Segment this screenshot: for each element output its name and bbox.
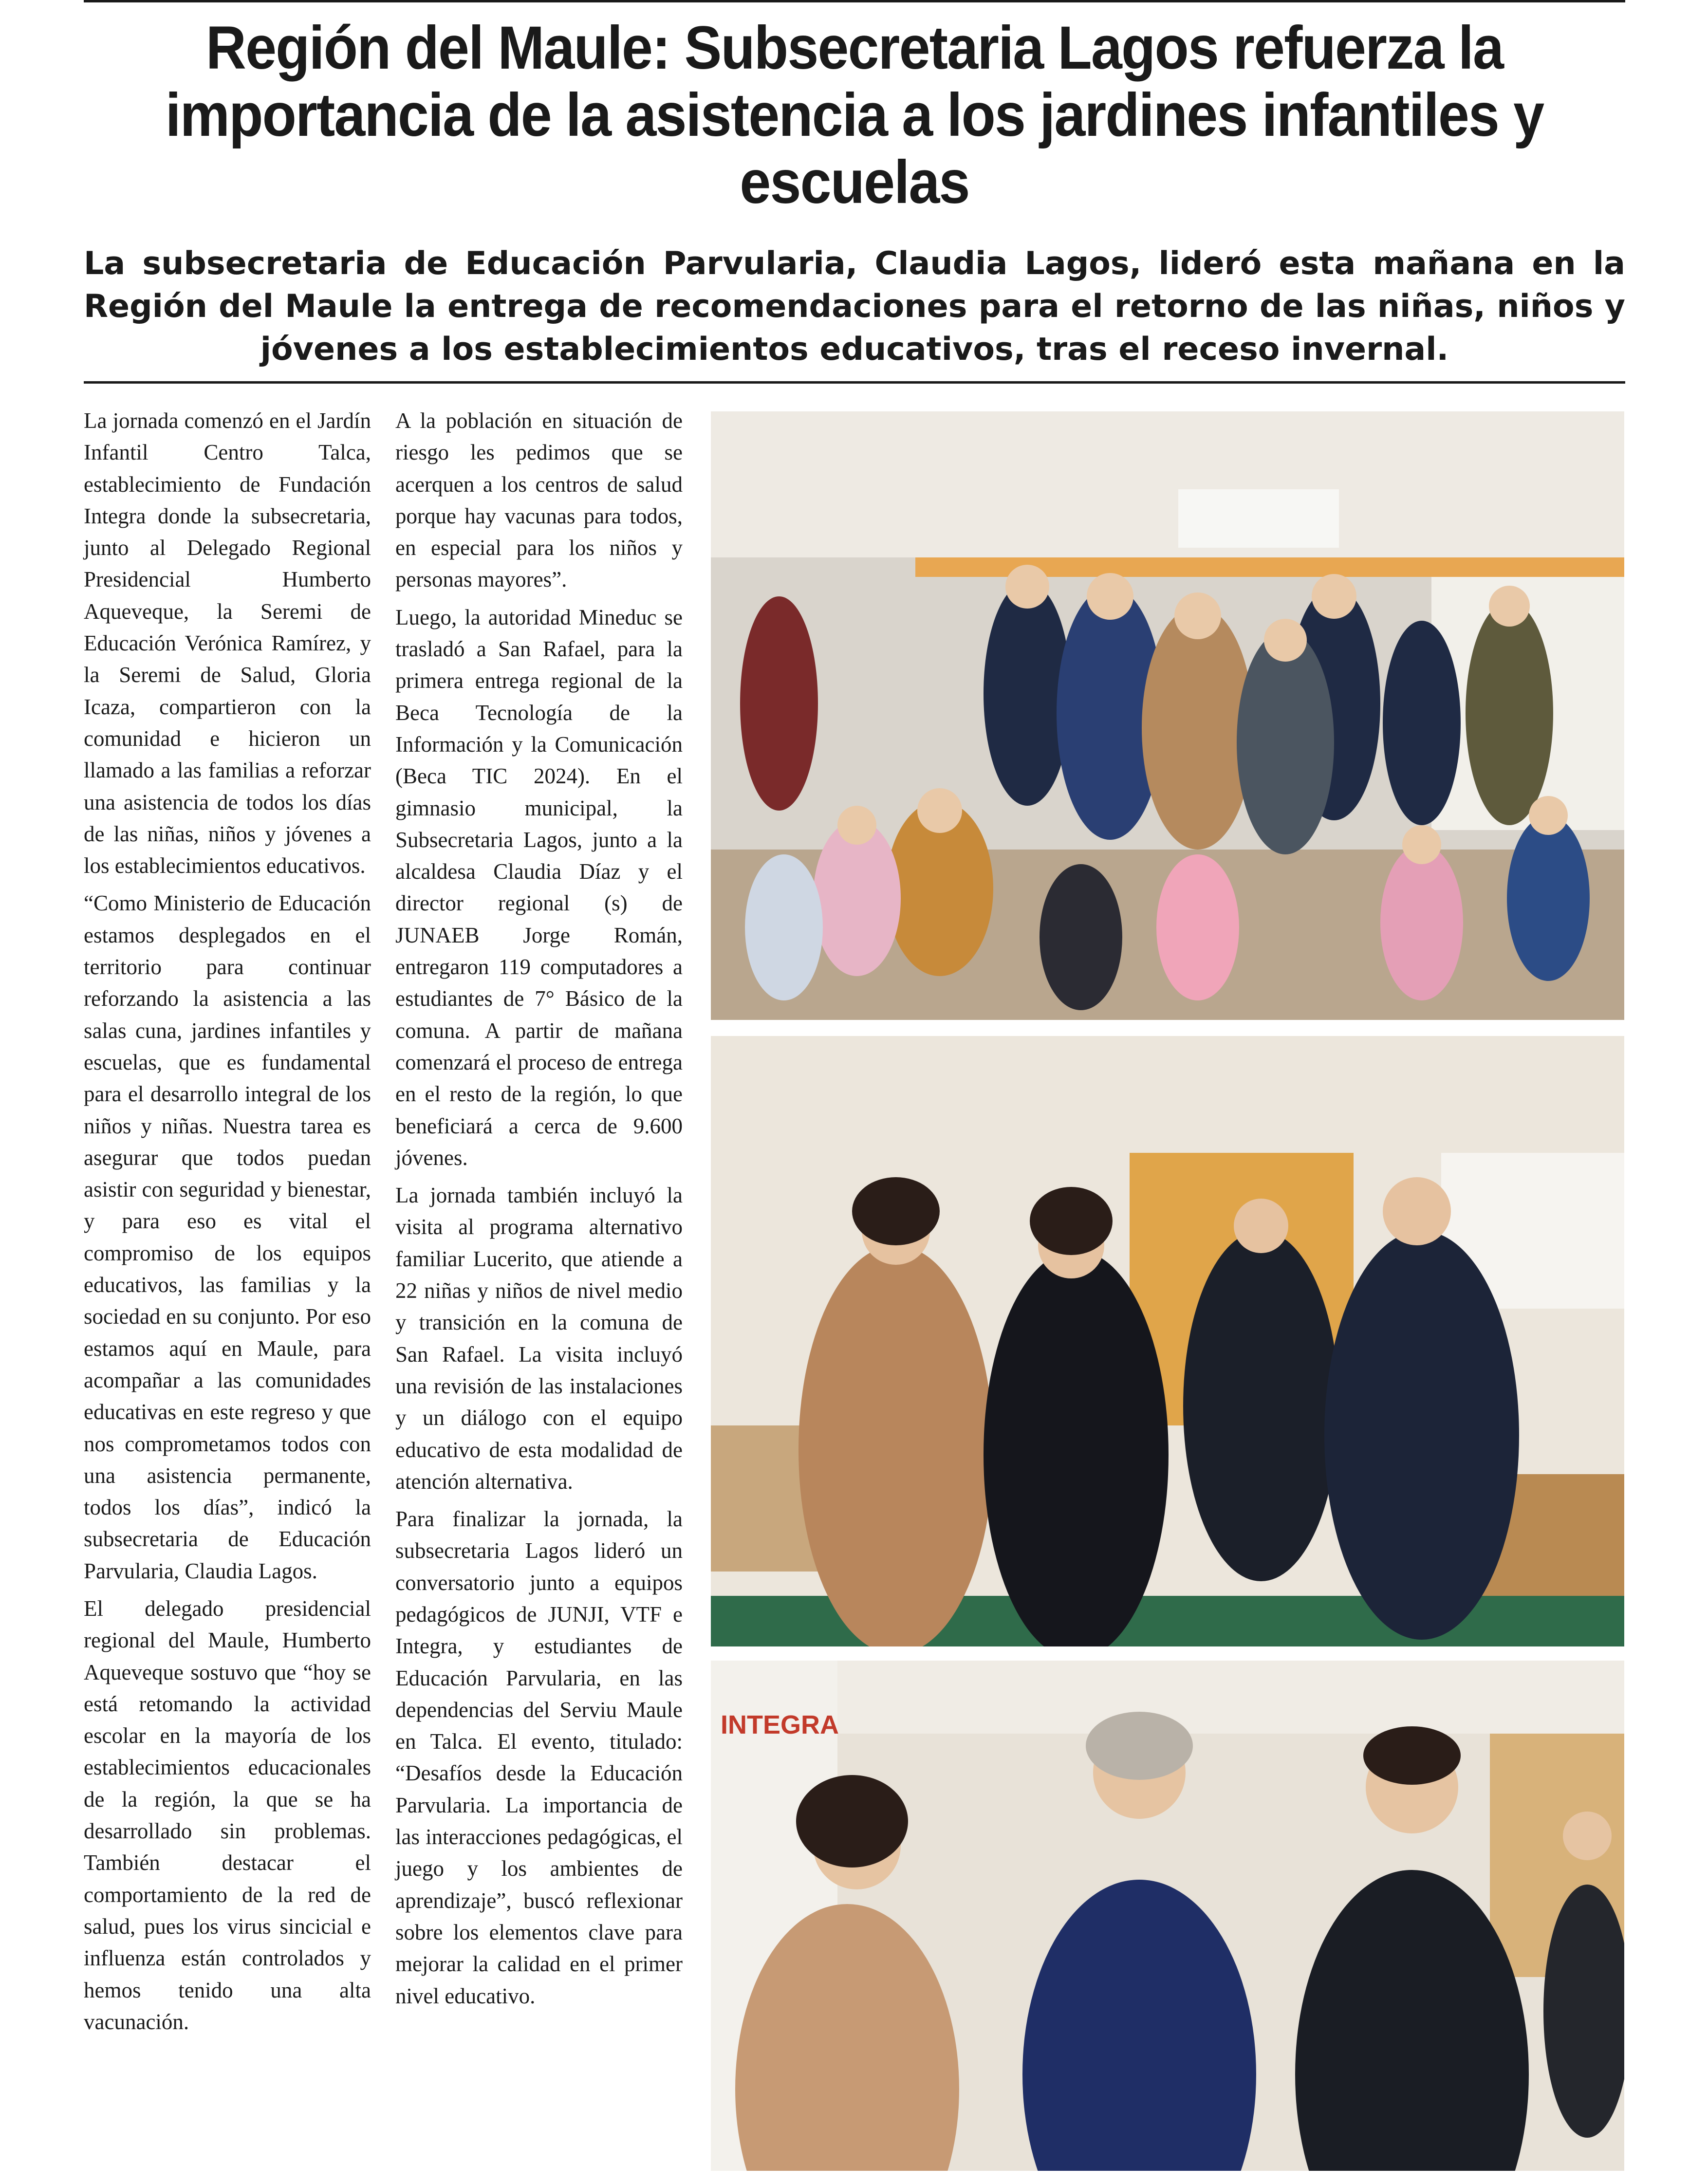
paragraph: La jornada comenzó en el Jardín Infantil Centro Talca, establecimiento de Fundación Integra donde la subsecretaria, junto al Delegado Regional Presidencial Humberto Aqueveque, la Seremi de Educación Verónica Ramírez, y la Seremi de Salud, Gloria Icaza, compartieron con la comunidad e hicieron un llamado a las familias a reforzar una asistencia de todos los días de las niñas, niños y jóvenes a los establecimientos educativos. — [84, 408, 371, 878]
article-lead: La subsecretaria de Educación Parvularia, Claudia Lagos, lideró esta mañana en la Región del Maule la entrega de recomendaciones para el retorno de las niñas, niños y jóvenes a los establecimientos educativos, tras el receso invernal. — [84, 245, 1625, 368]
paragraph: Para finalizar la jornada, la subsecretaria Lagos lideró un conversatorio junto a equipos pedagógicos de JUNJI, VTF e Integra, y estudiantes de Educación Parvularia, en las dependencias del Serviu Maule en Talca. El evento, titulado: “Desafíos desde la Educación Parvularia. La importancia de las interacciones pedagógicas, el juego y los ambientes de aprendizaje”, buscó reflexionar sobre los elementos clave para mejorar la calidad en el primer nivel educativo. — [395, 1507, 683, 2008]
article-title: Región del Maule: Subsecretaria Lagos refuerza la importancia de la asistencia a los jardines infantiles y escuelas — [165, 14, 1544, 216]
paragraph: Luego, la autoridad Mineduc se trasladó a San Rafael, para la primera entrega regional de la Beca Tecnología de la Información y la Comunicación (Beca TIC 2024). En el gimnasio municipal, la Subsecretaria Lagos, junto a la alcaldesa Claudia Díaz y el director regional (s) de JUNAEB Jorge Román, entregaron 119 computadores a estudiantes de 7° Básico de la comuna. A partir de mañana comenzará el proceso de entrega en el resto de la región, lo que beneficiará a cerca de 9.600 jóvenes. — [395, 605, 683, 1170]
section-divider — [84, 381, 1625, 384]
paragraph: A la población en situación de riesgo les pedimos que se acerquen a los centros de salud porque hay vacunas para todos, en especial para los niños y personas mayores”. — [395, 408, 683, 592]
photo-visit-conversation — [711, 1036, 1624, 1646]
photo-integra-meeting — [711, 1661, 1624, 2171]
paragraph: El delegado presidencial regional del Maule, Humberto Aqueveque sostuvo que “hoy se está retomando la actividad escolar en la mayoría de los establecimientos educacionales de la región, la que se ha desarrollado sin problemas. También destacar el comportamiento de la red de salud, pues los virus sincicial e influenza están controlados y hemos tenido una alta vacunación. — [84, 1596, 371, 2034]
photo-classroom-group — [711, 411, 1624, 1020]
paragraph: “Como Ministerio de Educación estamos desplegados en el territorio para continuar reforzando la asistencia a las salas cuna, jardines infantiles y escuelas, que es fundamental para el desarrollo integral de los niños y niñas. Nuestra tarea es asegurar que todos puedan asistir con seguridad y bienestar, y para eso es vital el compromiso de los equipos educativos, las familias y la sociedad en su conjunto. Por eso estamos aquí en Maule, para acompañar a las comunidades educativas en este regreso y que nos comprometamos todos con una asistencia permanente, todos los días”, indicó la subsecretaria de Educación Parvularia, Claudia Lagos. — [84, 891, 371, 1583]
integra-sign: INTEGRA — [721, 1710, 839, 1739]
paragraph: La jornada también incluyó la visita al programa alternativo familiar Lucerito, que atiende a 22 niñas y niños de nivel medio y transición en la comuna de San Rafael. La visita incluyó una revisión de las instalaciones y un diálogo con el equipo educativo de esta modalidad de atención alternativa. — [395, 1183, 683, 1494]
top-rule — [84, 0, 1625, 2]
body-column-2 — [395, 405, 683, 2018]
body-column-1 — [84, 405, 371, 2044]
